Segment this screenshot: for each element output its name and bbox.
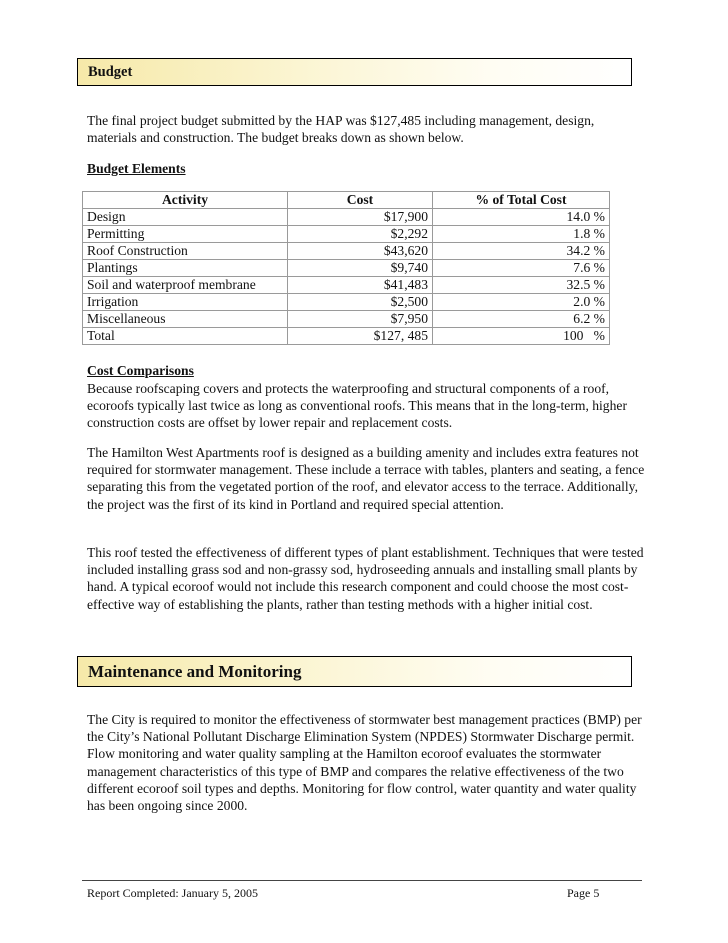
budget-elements-heading: Budget Elements xyxy=(87,161,186,176)
activity-cell: Plantings xyxy=(83,260,288,277)
table-row xyxy=(83,243,610,260)
percent-cell: 7.6 % xyxy=(433,260,610,277)
budget-title: Budget xyxy=(88,64,133,80)
activity-cell: Design xyxy=(83,209,288,226)
cost-cell: $43,620 xyxy=(288,243,433,260)
footer-divider xyxy=(82,880,642,881)
percent-cell: 100 % xyxy=(433,328,610,345)
maintenance-paragraph: The City is required to monitor the effectiveness of stormwater best management practices (BMP) per the City’s National Pollutant Discharge Elimination System (NPDES) Stormwater Discharge permit. Flow monitoring and water quality sampling at the Hamilton ecoroof evaluates the stormwater management characteristics of this type of BMP and compares the relative effectiveness of the two different ecoroof soil types and depths. Monitoring for flow control, water quantity and water quality has been ongoing since 2000. xyxy=(87,712,642,814)
cost-cell: $9,740 xyxy=(288,260,433,277)
cost-paragraph-1: Because roofscaping covers and protects the waterproofing and structural components of a roof, ecoroofs typically last twice as long as conventional roofs. This means that in the long-term, higher construction costs are offset by lower repair and replacement costs. xyxy=(87,381,627,431)
maintenance-section-header xyxy=(77,656,632,687)
cost-cell: $2,500 xyxy=(288,294,433,311)
column-header-activity: Activity xyxy=(83,192,288,209)
activity-cell: Miscellaneous xyxy=(83,311,288,328)
table-header-row xyxy=(83,192,610,209)
cost-paragraph-3: This roof tested the effectiveness of different types of plant establishment. Techniques that were tested included installing grass sod and non-grassy sod, hydroseeding annuals and installing small plants by hand. A typical ecoroof would not include this research component and could choose the most cost-effective way of establishing the plants, rather than testing methods with a higher initial cost. xyxy=(87,545,644,612)
table-total-row xyxy=(83,328,610,345)
cost-cell: $41,483 xyxy=(288,277,433,294)
table-row xyxy=(83,311,610,328)
table-row xyxy=(83,260,610,277)
activity-cell: Irrigation xyxy=(83,294,288,311)
budget-intro-paragraph: The final project budget submitted by the HAP was $127,485 including management, design, materials and construction. The budget breaks down as shown below. xyxy=(87,113,595,146)
percent-cell: 2.0 % xyxy=(433,294,610,311)
maintenance-title: Maintenance and Monitoring xyxy=(88,662,302,681)
activity-cell: Roof Construction xyxy=(83,243,288,260)
table-row xyxy=(83,209,610,226)
cost-cell: $17,900 xyxy=(288,209,433,226)
footer-page-number: Page 5 xyxy=(567,886,600,900)
percent-cell: 34.2 % xyxy=(433,243,610,260)
budget-section-header xyxy=(77,58,632,86)
budget-table xyxy=(82,191,610,345)
column-header-cost: Cost xyxy=(288,192,433,209)
cost-cell: $127, 485 xyxy=(288,328,433,345)
column-header-percent: % of Total Cost xyxy=(433,192,610,209)
table-row xyxy=(83,294,610,311)
footer-report-date: Report Completed: January 5, 2005 xyxy=(87,886,258,900)
activity-cell: Soil and waterproof membrane xyxy=(83,277,288,294)
cost-cell: $2,292 xyxy=(288,226,433,243)
cost-paragraph-2: The Hamilton West Apartments roof is designed as a building amenity and includes extra features not required for stormwater management. These include a terrace with tables, planters and seating, a fence separating this from the vegetated portion of the roof, and elevator access to the terrace. Additionally, the project was the first of its kind in Portland and required special attention. xyxy=(87,445,645,512)
activity-cell: Total xyxy=(83,328,288,345)
activity-cell: Permitting xyxy=(83,226,288,243)
cost-comparisons-heading: Cost Comparisons xyxy=(87,363,194,378)
cost-cell: $7,950 xyxy=(288,311,433,328)
table-row xyxy=(83,277,610,294)
percent-cell: 1.8 % xyxy=(433,226,610,243)
percent-cell: 6.2 % xyxy=(433,311,610,328)
percent-cell: 14.0 % xyxy=(433,209,610,226)
table-row xyxy=(83,226,610,243)
percent-cell: 32.5 % xyxy=(433,277,610,294)
